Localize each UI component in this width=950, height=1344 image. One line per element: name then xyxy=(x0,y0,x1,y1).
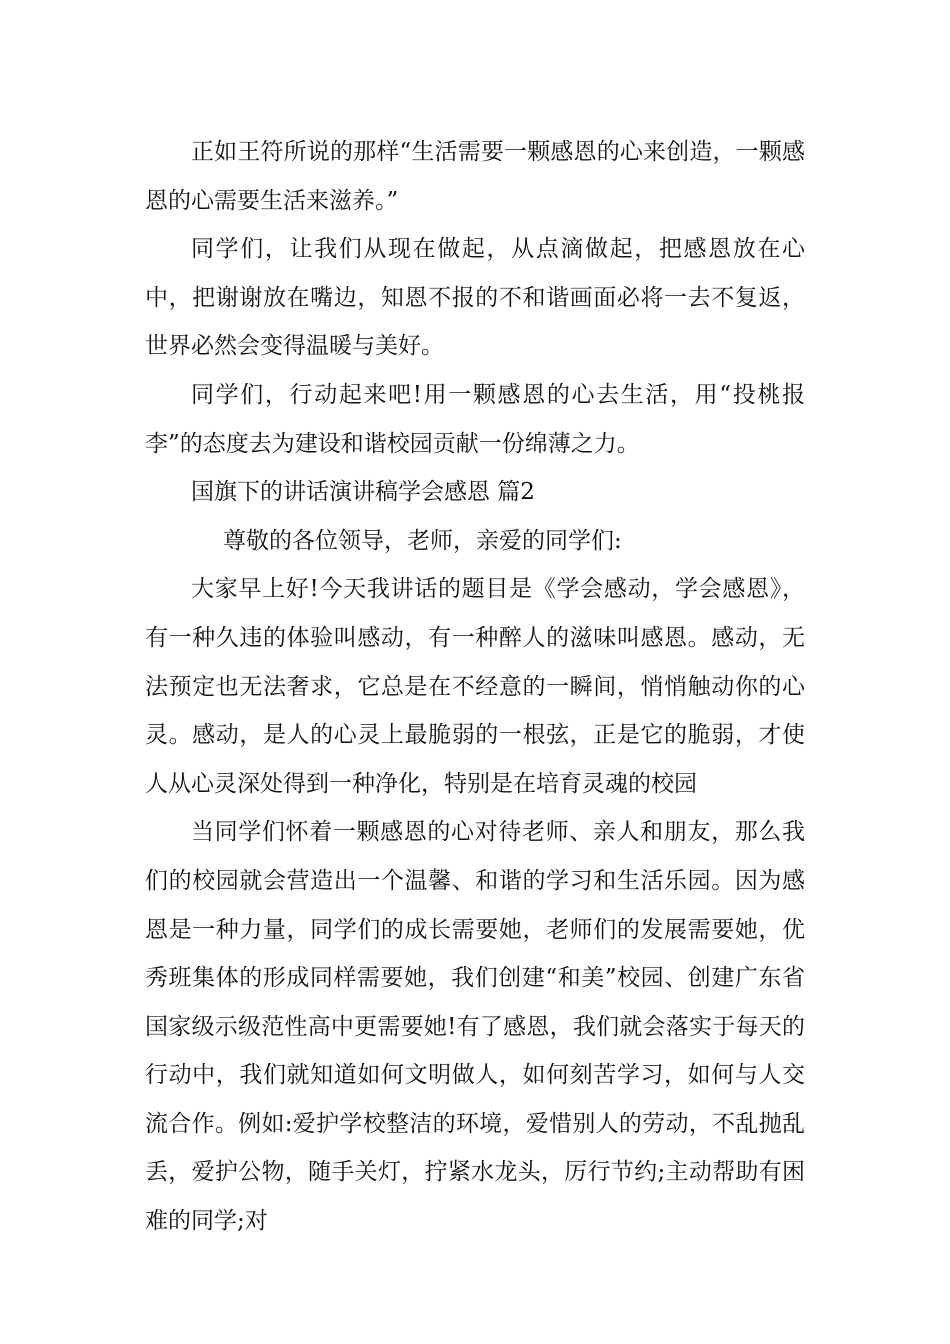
paragraph-greeting: 尊敬的各位领导，老师，亲爱的同学们: xyxy=(223,527,622,554)
paragraph-gratitude-power: 当同学们怀着一颗感恩的心对待老师、亲人和朋友，那么我们的校园就会营造出一个温馨、和谐的学习和生活乐园。因为感恩是一种力量，同学们的成长需要她，老师们的发展需要她，优秀班集体的形成同样需要她，我们创建“和美”校园、创建广东省国家级示级范性高中更需要她!有了感恩，我们就会落实于每天的行动中，我们就知道如何文明做人，如何刻苦学习，如何与人交流合作。例如:爱护学校整洁的环境，爱惜别人的劳动，不乱抛乱丢，爱护公物，随手关灯，拧紧水龙头，厉行节约;主动帮助有困难的同学;对 xyxy=(145,819,805,1235)
paragraph-start-now: 同学们，让我们从现在做起，从点滴做起，把感恩放在心中，把谢谢放在嘴边，知恩不报的不和谐画面必将一去不复返，世界必然会变得温暖与美好。 xyxy=(145,236,805,360)
section-heading: 国旗下的讲话演讲稿学会感恩 篇2 xyxy=(191,479,535,506)
paragraph-quote: 正如王符所说的那样“生活需要一颗感恩的心来创造，一颗感恩的心需要生活来滋养。” xyxy=(145,139,805,214)
paragraph-take-action: 同学们，行动起来吧!用一颗感恩的心去生活，用“投桃报李”的态度去为建设和谐校园贡献一份绵薄之力。 xyxy=(145,381,805,457)
document-body xyxy=(145,128,805,1246)
paragraph-intro: 大家早上好!今天我讲话的题目是《学会感动，学会感恩》，有一种久违的体验叫感动，有一种醉人的滋味叫感恩。感动，无法预定也无法奢求，它总是在不经意的一瞬间，悄悄触动你的心灵。感动，是人的心灵上最脆弱的一根弦，正是它的脆弱，才使人从心灵深处得到一种净化，特别是在培育灵魂的校园 xyxy=(145,576,805,797)
